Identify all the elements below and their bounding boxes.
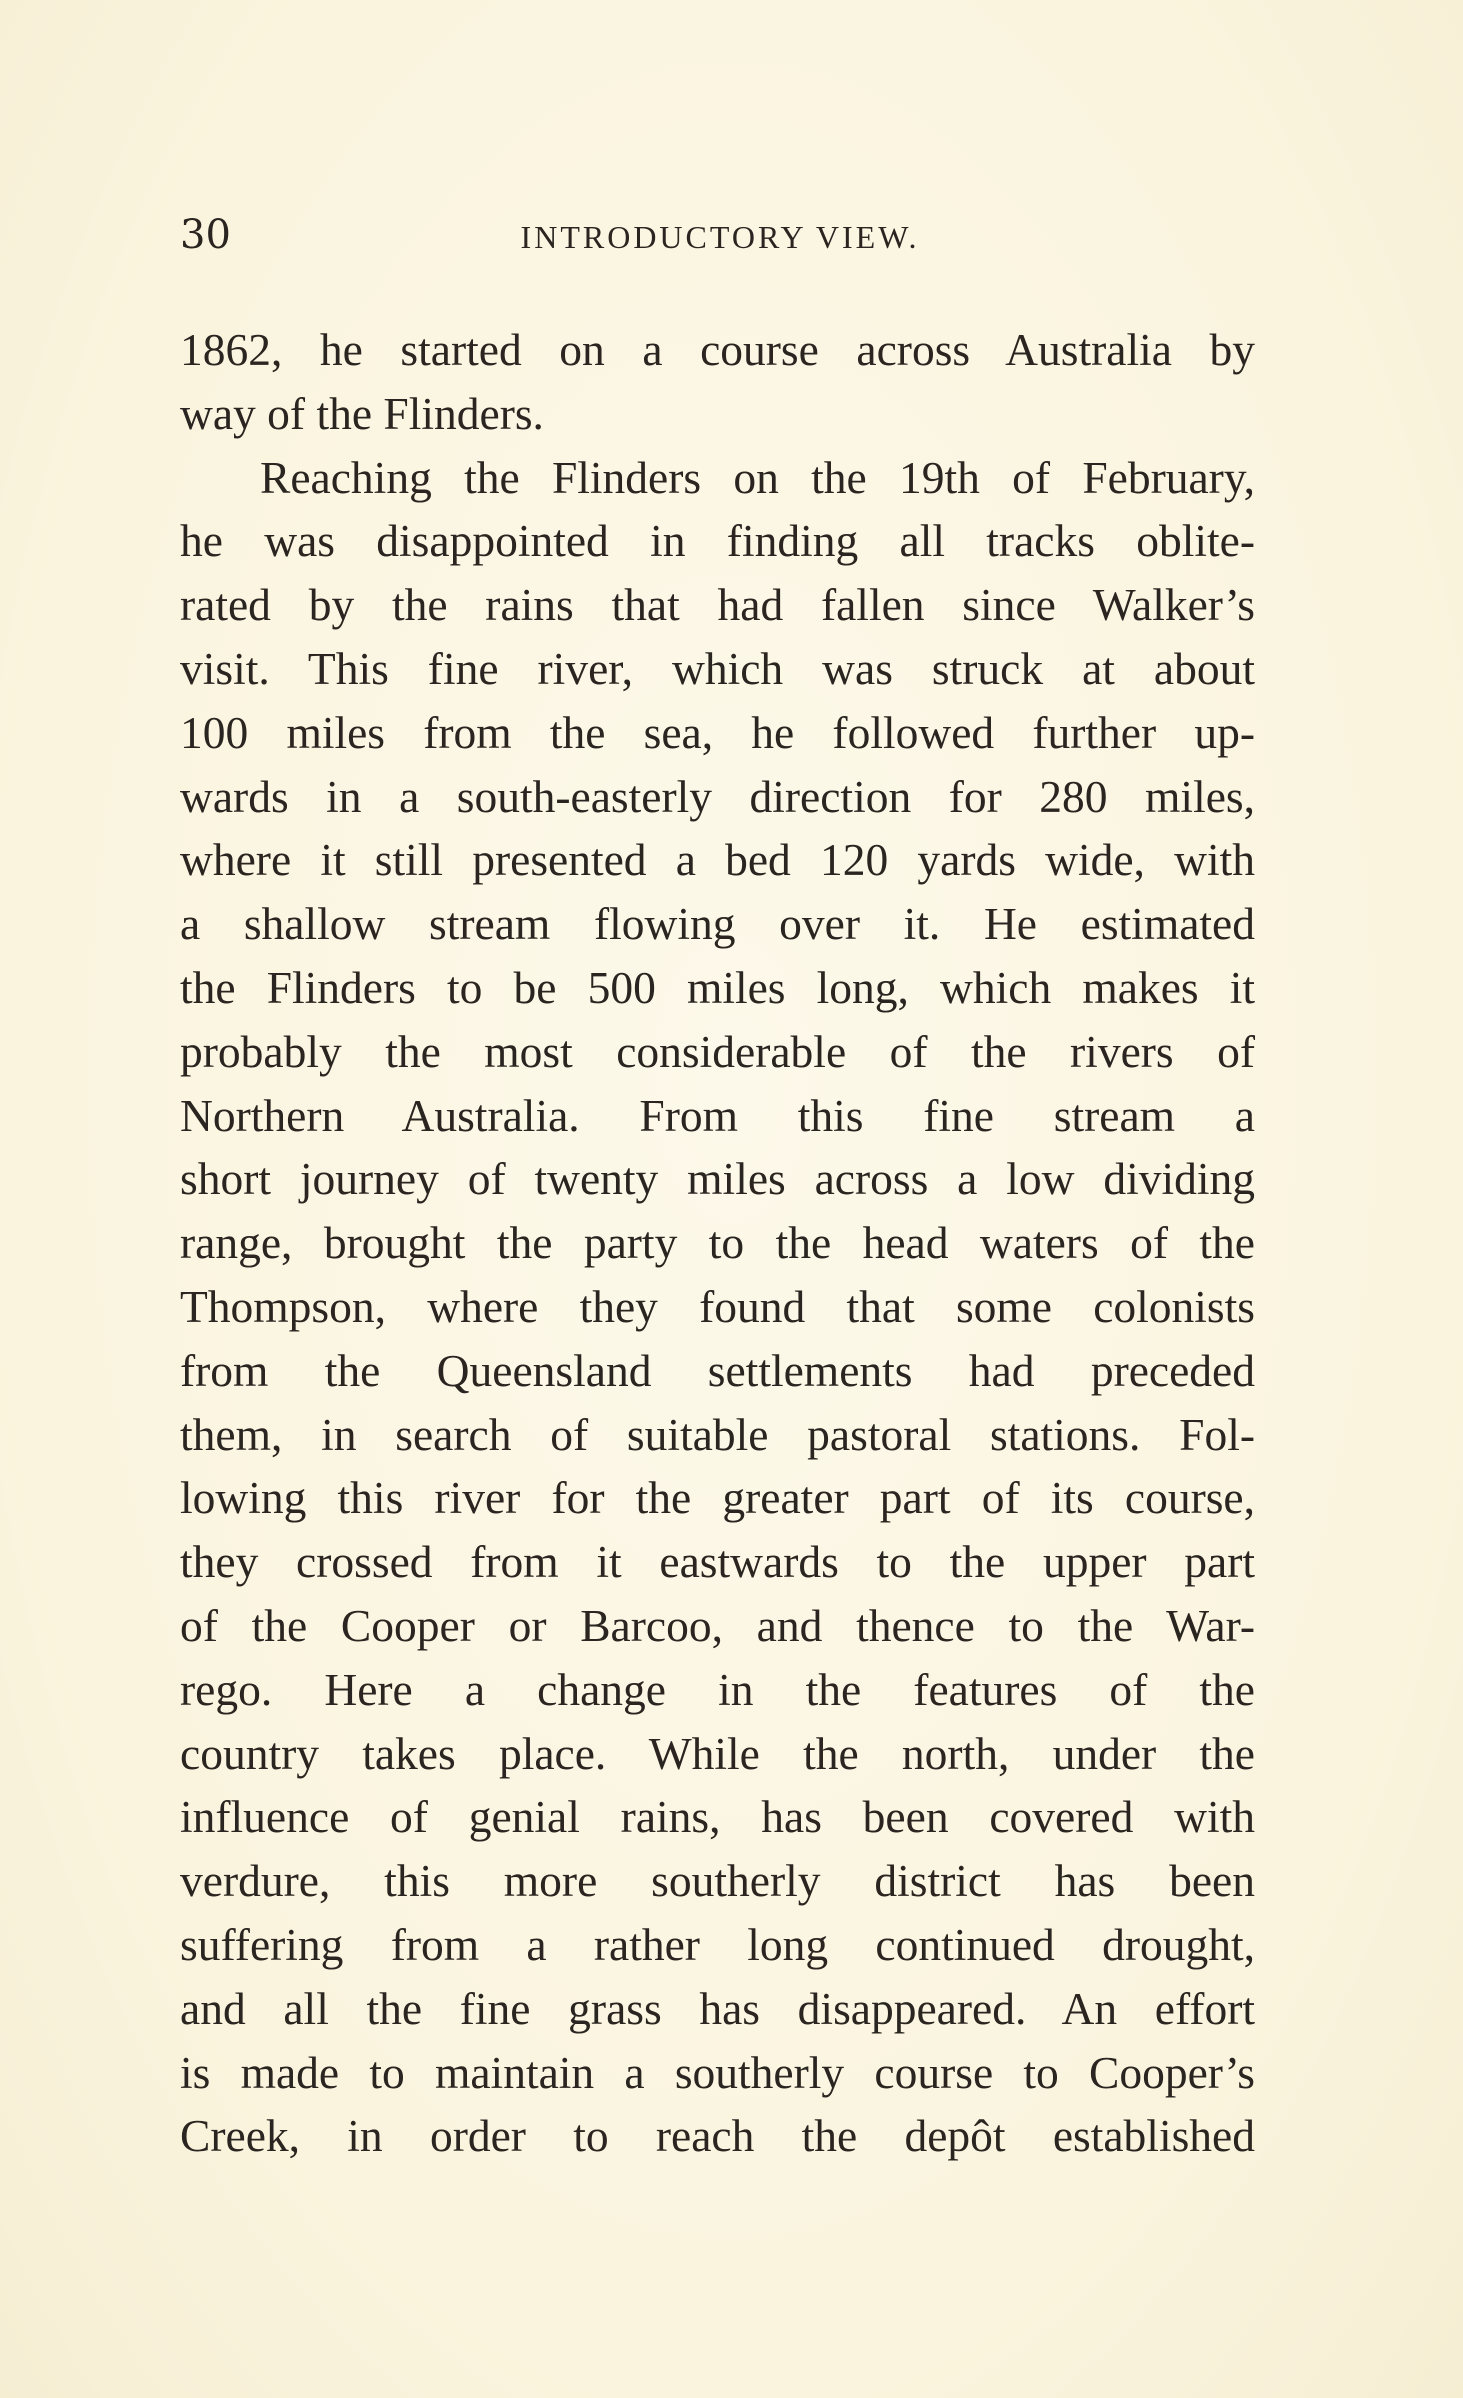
running-head: INTRODUCTORY VIEW. (520, 219, 920, 255)
text-line: short journey of twenty miles across a low dividing (180, 1153, 1255, 1205)
text-line: they crossed from it eastwards to the upper part (180, 1536, 1255, 1588)
text-line: verdure, this more southerly district has been (180, 1855, 1255, 1907)
text-line: way of the Flinders. (180, 387, 544, 439)
text-line: 100 miles from the sea, he followed further up- (180, 706, 1255, 758)
text-line: and all the fine grass has disappeared. An effort (180, 1982, 1255, 2034)
text-line: Thompson, where they found that some colonists (180, 1280, 1255, 1332)
text-line: is made to maintain a southerly course to Cooper’s (180, 2046, 1255, 2098)
text-line: rated by the rains that had fallen since Walker’s (180, 579, 1255, 631)
text-line: probably the most considerable of the rivers of (180, 1025, 1255, 1077)
text-line: influence of genial rains, has been covered with (180, 1791, 1255, 1843)
text-line: from the Queensland settlements had preceded (180, 1344, 1255, 1396)
text-line: Northern Australia. From this fine stream a (180, 1089, 1255, 1141)
text-line: 1862, he started on a course across Australia by (180, 324, 1255, 375)
text-line: country takes place. While the north, under the (180, 1727, 1255, 1779)
text-line: of the Cooper or Barcoo, and thence to the War- (180, 1599, 1255, 1651)
text-line: visit. This fine river, which was struck at about (180, 642, 1255, 694)
text-line: suffering from a rather long continued drought, (180, 1918, 1255, 1970)
text-line: he was disappointed in finding all tracks oblite- (180, 515, 1255, 567)
text-line: range, brought the party to the head waters of the (180, 1217, 1255, 1269)
page-header (180, 205, 1260, 265)
text-line: rego. Here a change in the features of the (180, 1663, 1255, 1715)
text-line: a shallow stream flowing over it. He estimated (180, 898, 1255, 950)
text-line: wards in a south-easterly direction for 280 miles, (180, 770, 1255, 822)
text-line: where it still presented a bed 120 yards wide, with (180, 834, 1255, 886)
text-line: Creek, in order to reach the depôt established (180, 2110, 1255, 2162)
page-number: 30 (180, 212, 231, 258)
text-line: lowing this river for the greater part of its course, (180, 1472, 1255, 1524)
text-line: the Flinders to be 500 miles long, which makes it (180, 961, 1255, 1013)
text-line: them, in search of suitable pastoral stations. Fol- (180, 1408, 1255, 1460)
body-text (180, 318, 1255, 2168)
text-line: Reaching the Flinders on the 19th of February, (260, 451, 1255, 503)
